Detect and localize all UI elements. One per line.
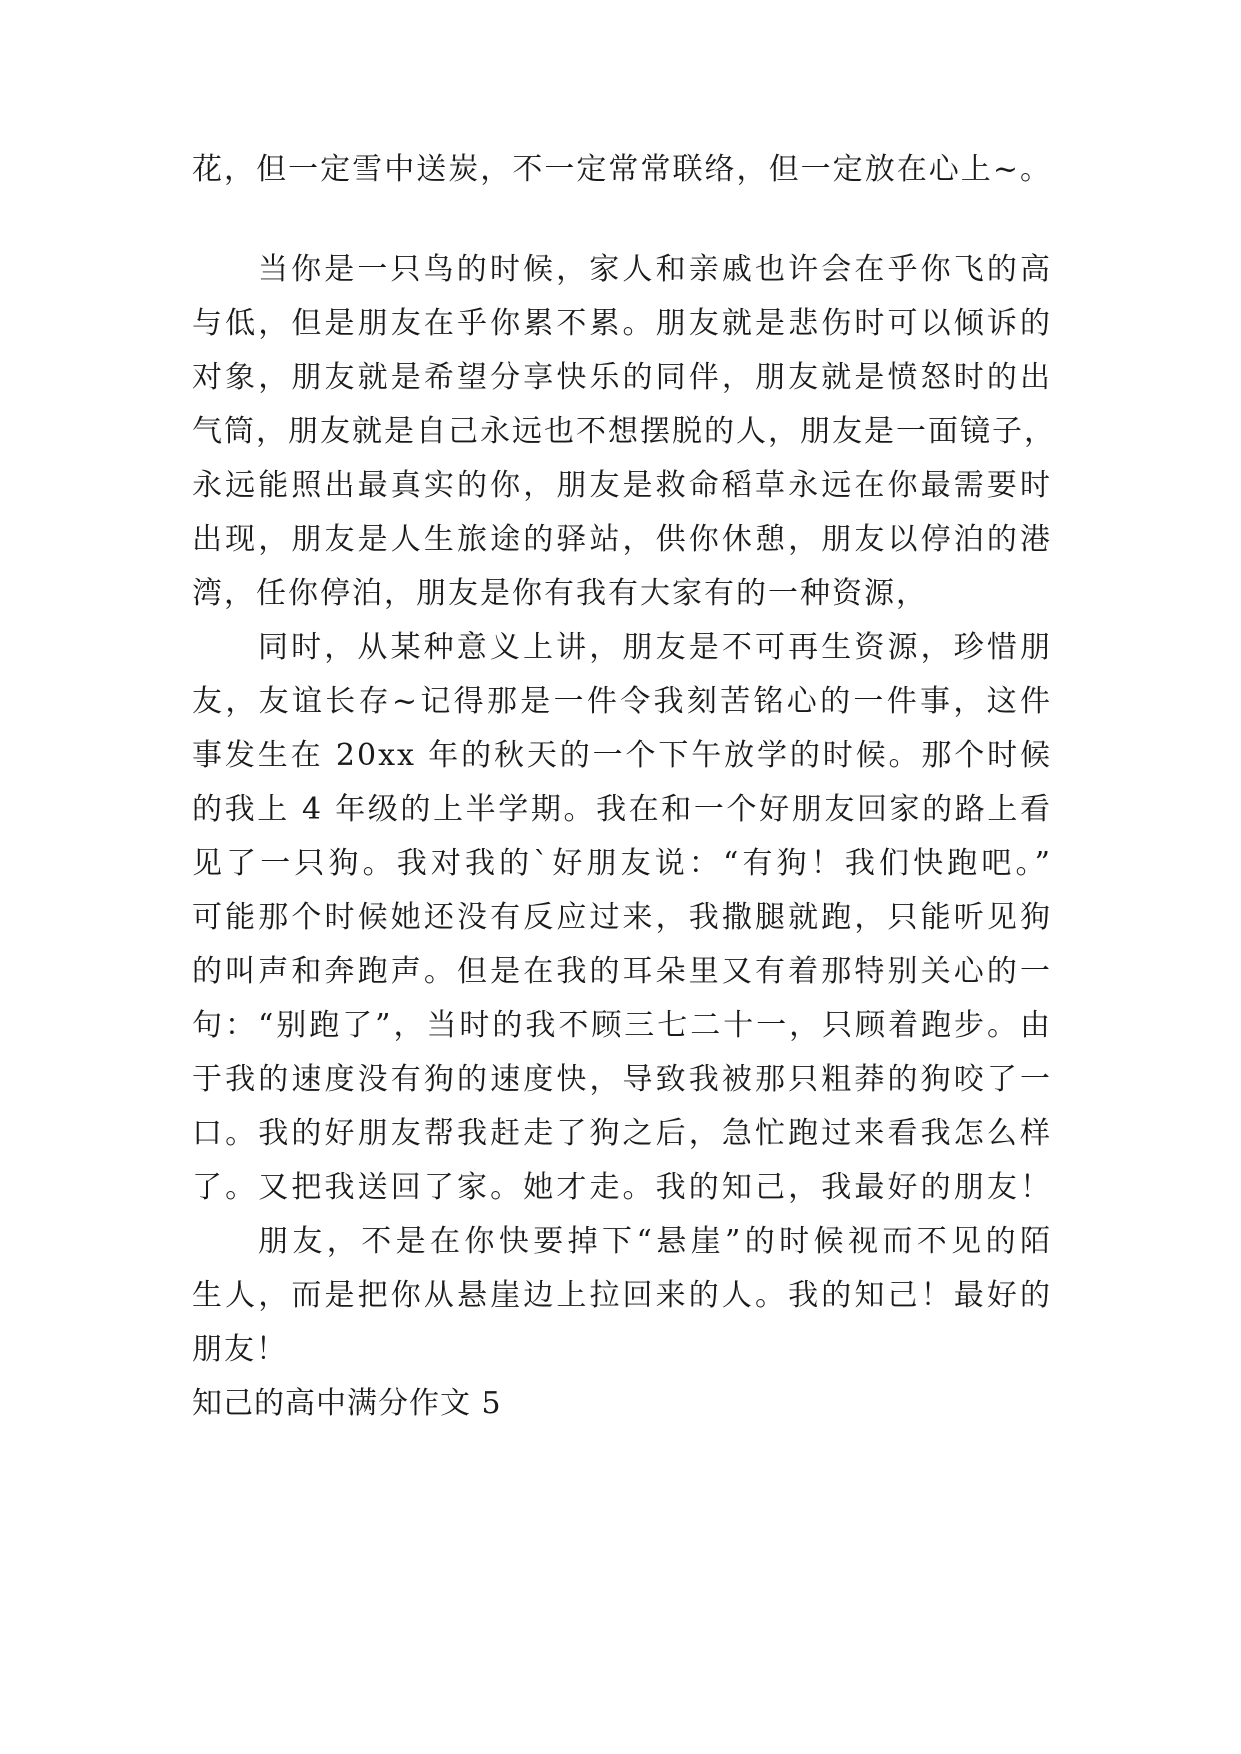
text-line: 事发生在 20xx 年的秋天的一个下午放学的时候。那个时候 (192, 738, 1052, 773)
section-heading: 知己的高中满分作文 5 (192, 1386, 502, 1421)
text-line: 友，友谊长存~记得那是一件令我刻苦铭心的一件事，这件 (192, 684, 1052, 719)
text-line: 的我上 4 年级的上半学期。我在和一个好朋友回家的路上看 (192, 792, 1052, 827)
text-line: 同时，从某种意义上讲，朋友是不可再生资源，珍惜朋 (258, 630, 1052, 665)
text-line: 于我的速度没有狗的速度快，导致我被那只粗莽的狗咬了一 (192, 1062, 1052, 1097)
text-line: 可能那个时候她还没有反应过来，我撒腿就跑，只能听见狗 (192, 900, 1052, 935)
text-line: 湾，任你停泊，朋友是你有我有大家有的一种资源， (192, 576, 928, 611)
text-line: 句：“别跑了”，当时的我不顾三七二十一，只顾着跑步。由 (192, 1008, 1052, 1043)
text-line: 对象，朋友就是希望分享快乐的同伴，朋友就是愤怒时的出 (192, 360, 1052, 395)
text-line: 的叫声和奔跑声。但是在我的耳朵里又有着那特别关心的一 (192, 954, 1052, 989)
text-line: 永远能照出最真实的你，朋友是救命稻草永远在你最需要时 (192, 468, 1052, 503)
text-line: 朋友，不是在你快要掉下“悬崖”的时候视而不见的陌 (258, 1224, 1052, 1259)
text-line: 当你是一只鸟的时候，家人和亲戚也许会在乎你飞的高 (258, 252, 1052, 287)
text-line: 了。又把我送回了家。她才走。我的知己，我最好的朋友！ (192, 1170, 1052, 1205)
text-line: 气筒，朋友就是自己永远也不想摆脱的人，朋友是一面镜子， (192, 414, 1056, 449)
text-line: 出现，朋友是人生旅途的驿站，供你休憩，朋友以停泊的港 (192, 522, 1052, 557)
text-line: 与低，但是朋友在乎你累不累。朋友就是悲伤时可以倾诉的 (192, 306, 1052, 341)
text-line: 花，但一定雪中送炭，不一定常常联络，但一定放在心上~。 (192, 152, 1052, 187)
text-line: 口。我的好朋友帮我赶走了狗之后，急忙跑过来看我怎么样 (192, 1116, 1052, 1151)
text-line: 朋友！ (192, 1332, 288, 1367)
text-line: 生人，而是把你从悬崖边上拉回来的人。我的知己！最好的 (192, 1278, 1052, 1313)
text-line: 见了一只狗。我对我的`好朋友说：“有狗！我们快跑吧。” (192, 846, 1052, 881)
